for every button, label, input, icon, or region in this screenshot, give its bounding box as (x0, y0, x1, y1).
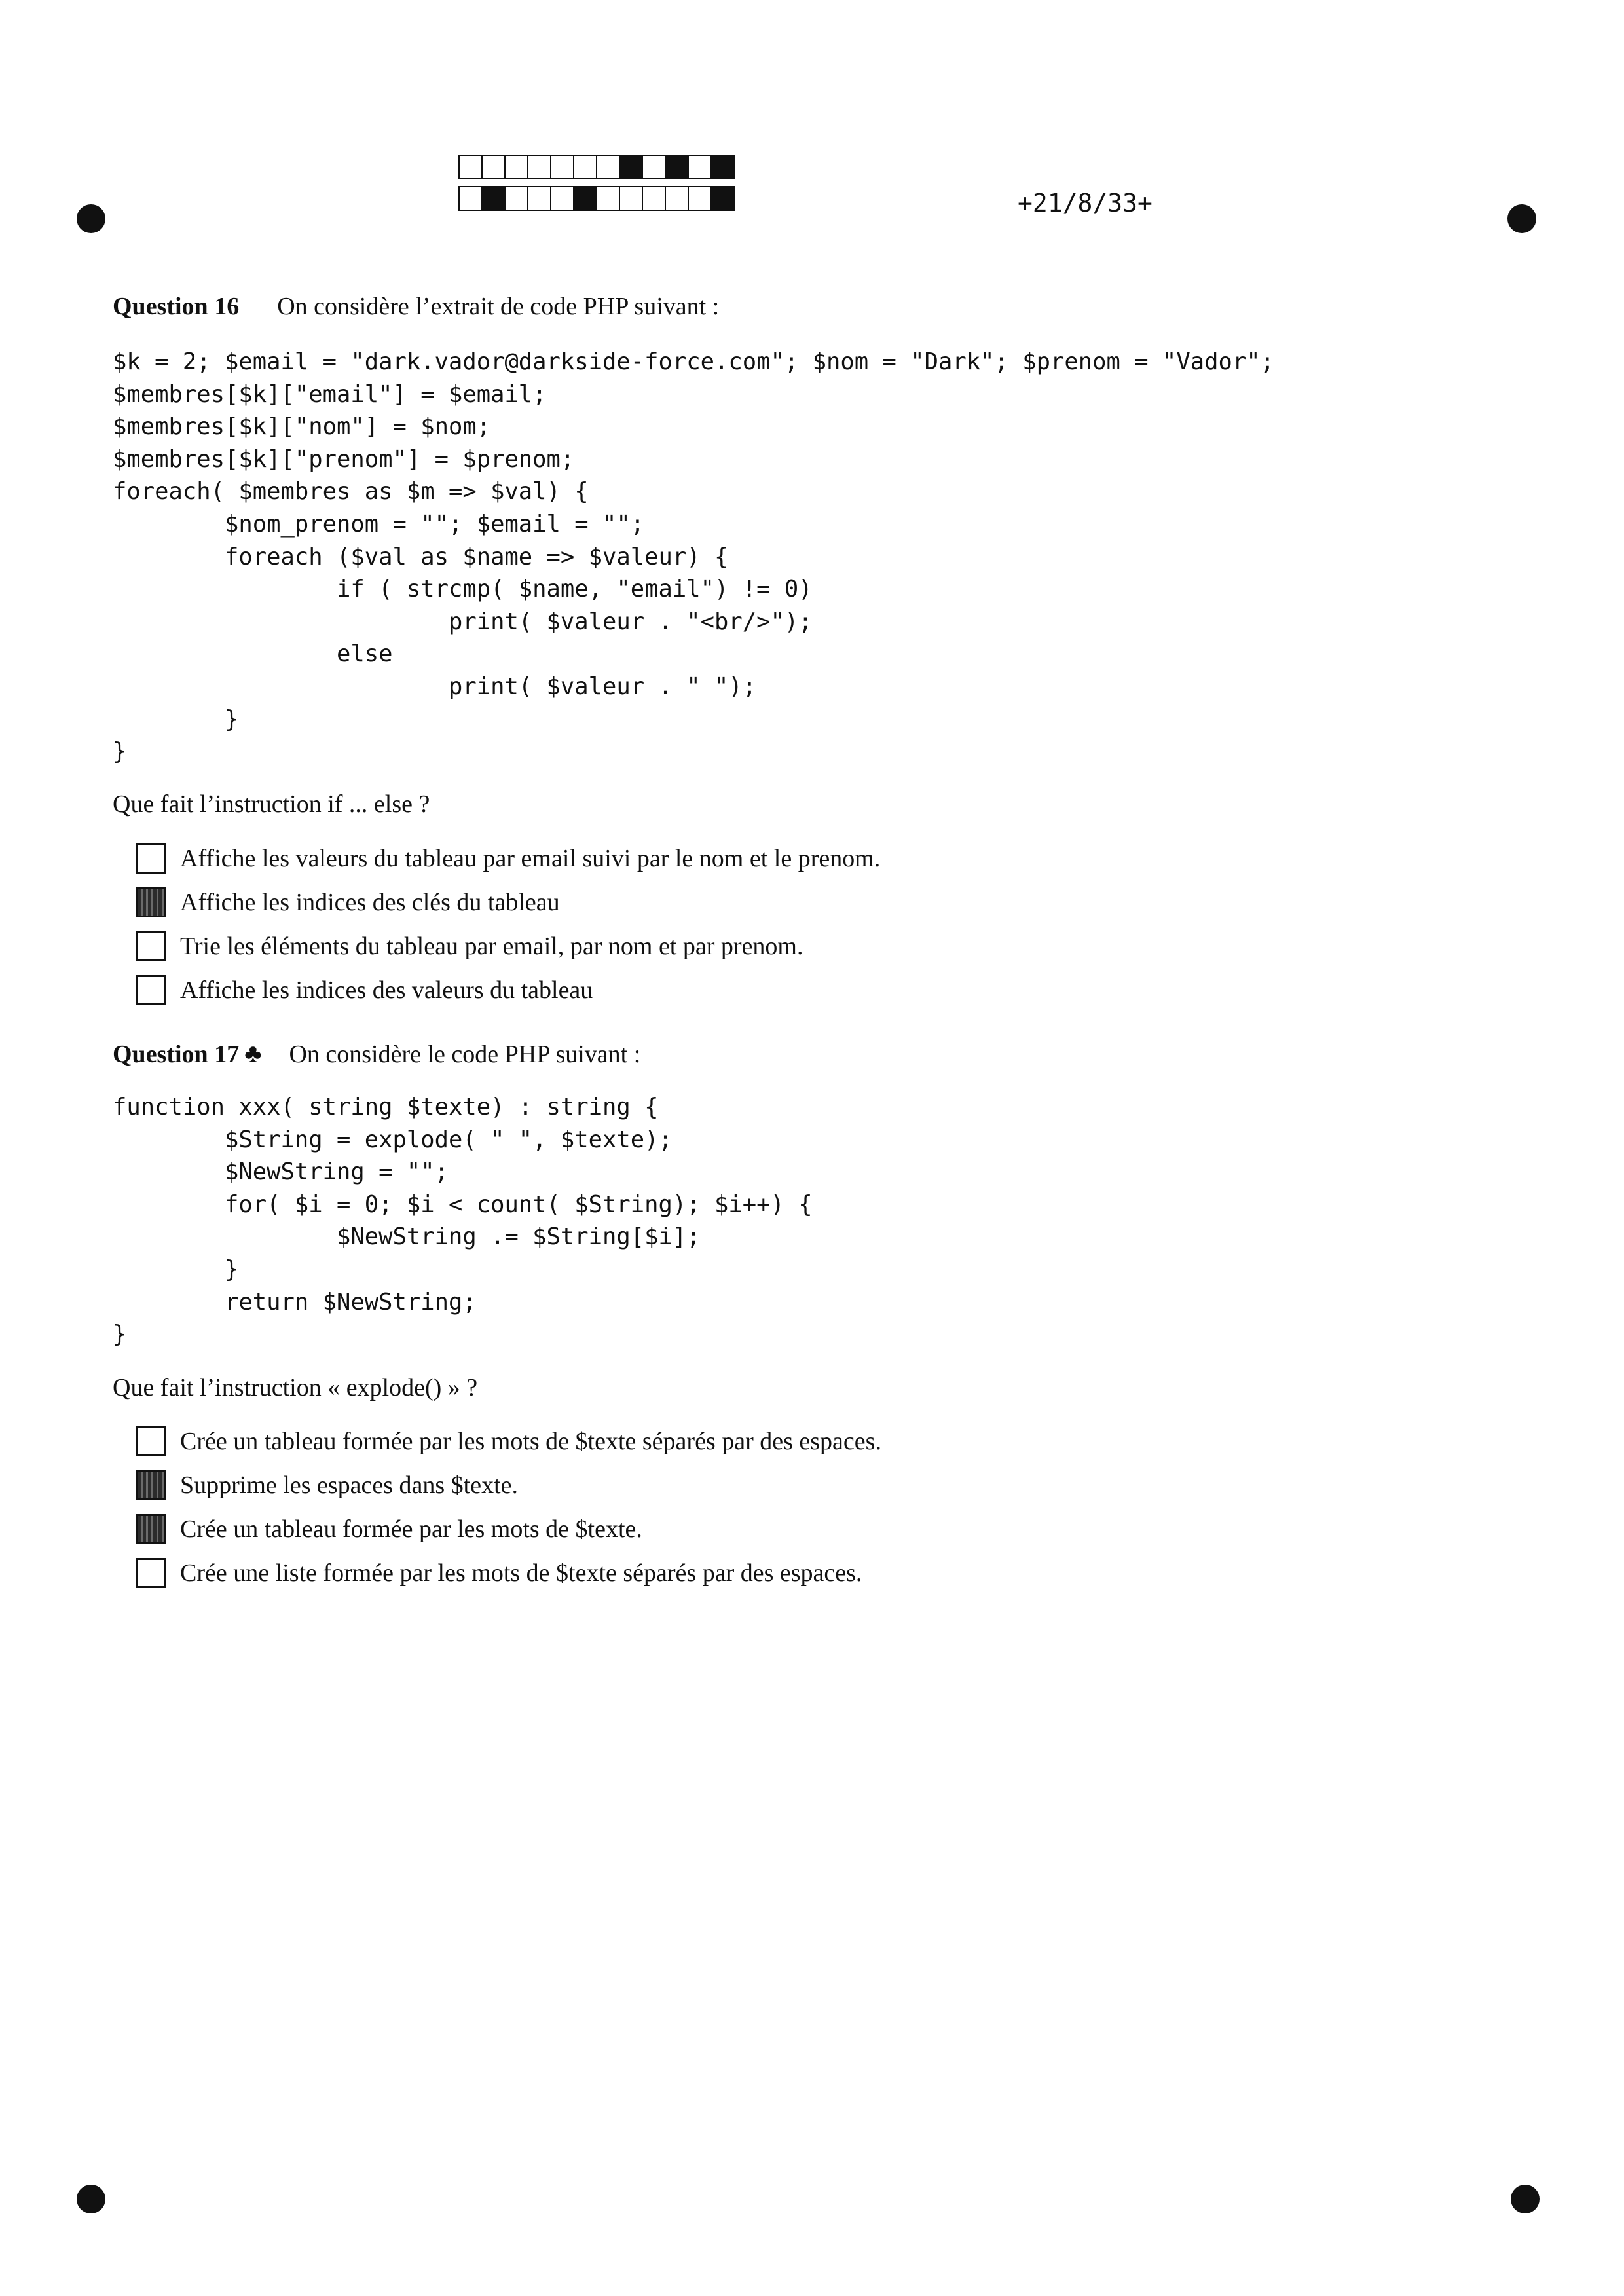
choice-label: Affiche les indices des clés du tableau (180, 889, 560, 917)
choice-item[interactable] (136, 1464, 881, 1508)
barcode-cell (481, 155, 506, 179)
page-barcode (458, 155, 733, 217)
choices-q16 (136, 837, 880, 1012)
barcode-cell (619, 186, 643, 211)
barcode-cell (481, 186, 506, 211)
corner-mark-bottom-left (77, 2185, 105, 2213)
barcode-cell (527, 155, 551, 179)
code-block-q17: function xxx( string $texte) : string { $String = explode( " ", $texte); $NewString = ""; for( $i = 0; $i < count( $String); $i++) { $NewString .= $String[$i]; } return $NewString; } (113, 1094, 813, 1348)
barcode-cell (619, 155, 643, 179)
choice-item[interactable] (136, 837, 880, 881)
barcode-cell (458, 186, 483, 211)
barcode-cell (504, 186, 528, 211)
question-16-header (113, 292, 719, 321)
question-statement: On considère le code PHP suivant : (289, 1041, 641, 1068)
choice-item[interactable] (136, 881, 880, 925)
choice-label: Supprime les espaces dans $texte. (180, 1472, 519, 1500)
barcode-cell (458, 155, 483, 179)
question-label: Question 16 (113, 293, 240, 320)
question-prompt-q16: Que fait l’instruction if ... else ? (113, 790, 430, 818)
choice-label: Crée un tableau formée par les mots de $texte. (180, 1515, 642, 1543)
choice-item[interactable] (136, 1551, 881, 1595)
barcode-cell (642, 155, 666, 179)
checkbox[interactable] (136, 931, 166, 961)
choice-item[interactable] (136, 1420, 881, 1464)
choice-item[interactable] (136, 1508, 881, 1551)
checkbox[interactable] (136, 887, 166, 917)
choice-label: Affiche les indices des valeurs du tableau (180, 976, 593, 1004)
corner-mark-bottom-right (1511, 2185, 1540, 2213)
checkbox[interactable] (136, 1558, 166, 1588)
barcode-cell (550, 155, 574, 179)
page-id: +21/8/33+ (1018, 189, 1153, 217)
barcode-row (458, 186, 733, 212)
choice-item[interactable] (136, 925, 880, 969)
barcode-cell (688, 186, 712, 211)
barcode-cell (527, 186, 551, 211)
code-block-q16: $k = 2; $email = "dark.vador@darkside-force.com"; $nom = "Dark"; $prenom = "Vador"; $membres[$k]["email"] = $email; $membres[$k]["nom"] = $nom; $membres[$k]["prenom"] = $prenom; foreach( $membres as $m => $val) { $nom_prenom = ""; $email = ""; foreach ($val as $name => $valeur) { if ( strcmp( $name, "email") != 0) print( $valeur . "<br/>"); else print( $valeur . " "); } } (113, 348, 1274, 766)
choice-label: Trie les éléments du tableau par email, par nom et par prenom. (180, 932, 803, 960)
barcode-cell (573, 186, 597, 211)
barcode-cell (665, 186, 689, 211)
question-statement: On considère l’extrait de code PHP suivant : (277, 293, 720, 320)
choice-label: Crée un tableau formée par les mots de $texte séparés par des espaces. (180, 1428, 881, 1456)
corner-mark-top-right (1507, 204, 1536, 233)
checkbox[interactable] (136, 975, 166, 1005)
question-label: Question 17 (113, 1041, 240, 1068)
barcode-cell (504, 155, 528, 179)
choice-item[interactable] (136, 968, 880, 1012)
barcode-cell (550, 186, 574, 211)
barcode-cell (596, 155, 620, 179)
barcode-cell (573, 155, 597, 179)
barcode-cell (688, 155, 712, 179)
corner-mark-top-left (77, 204, 105, 233)
checkbox[interactable] (136, 1514, 166, 1544)
barcode-cell (642, 186, 666, 211)
choice-label: Affiche les valeurs du tableau par email suivi par le nom et le prenom. (180, 845, 881, 873)
barcode-cell (596, 186, 620, 211)
choices-q17 (136, 1420, 881, 1595)
barcode-cell (665, 155, 689, 179)
question-17-header (113, 1038, 640, 1069)
checkbox[interactable] (136, 843, 166, 874)
checkbox[interactable] (136, 1426, 166, 1456)
barcode-row (458, 155, 733, 181)
barcode-cell (710, 186, 735, 211)
club-icon: ♣ (244, 1039, 262, 1068)
checkbox[interactable] (136, 1470, 166, 1500)
choice-label: Crée une liste formée par les mots de $texte séparés par des espaces. (180, 1559, 862, 1587)
barcode-cell (710, 155, 735, 179)
question-prompt-q17: Que fait l’instruction « explode() » ? (113, 1374, 478, 1401)
